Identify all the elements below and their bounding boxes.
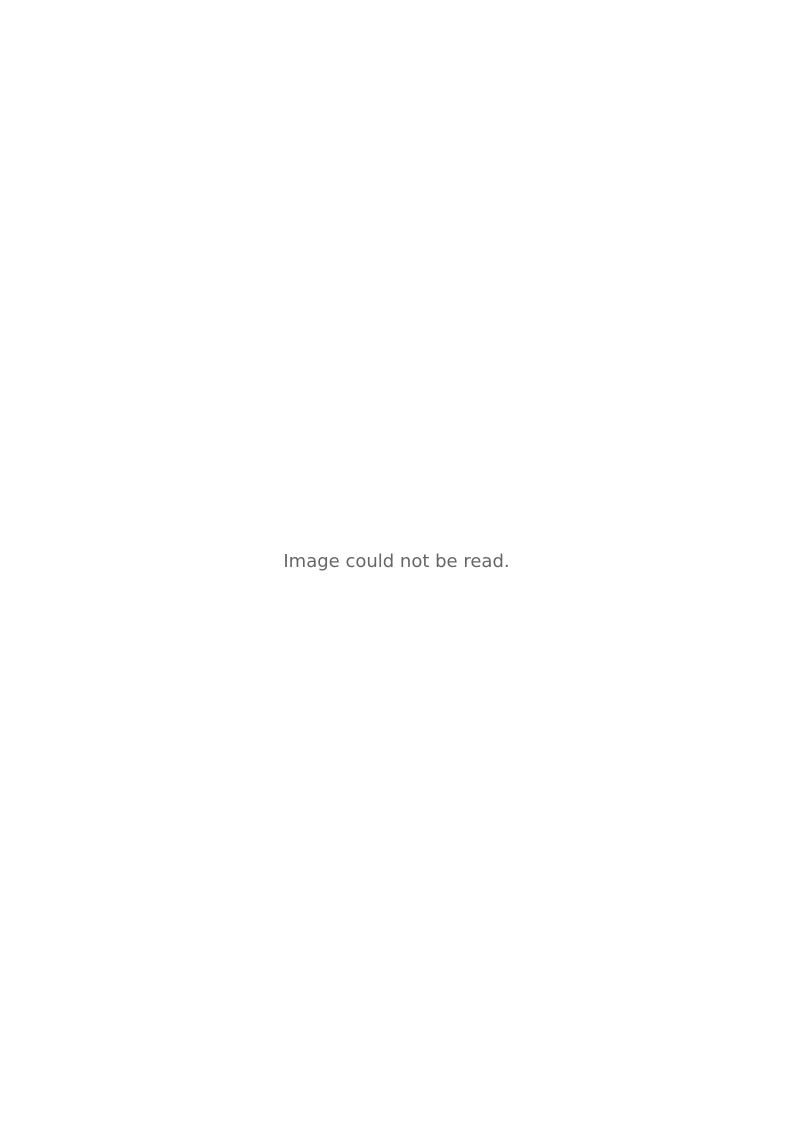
placeholder: Image could not be read. xyxy=(283,550,510,572)
